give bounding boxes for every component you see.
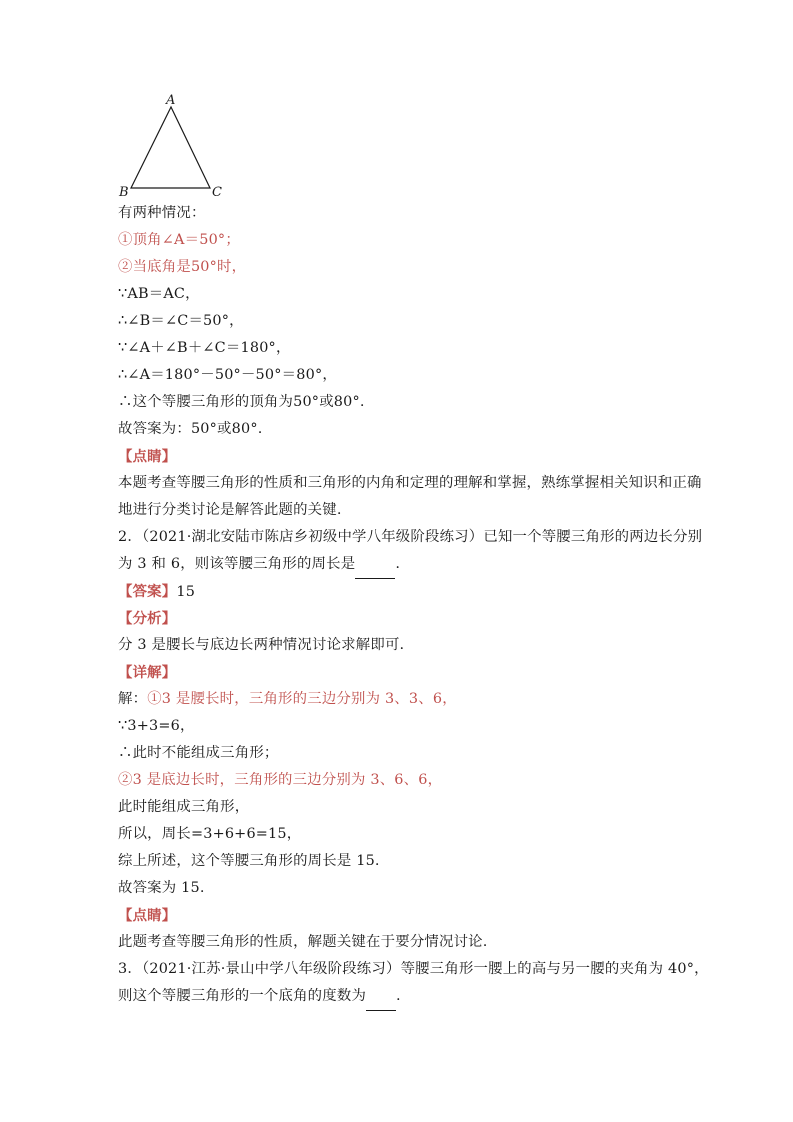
q2-answer — [118, 578, 688, 605]
q2-analysis-text: 分 3 是腰长与底边长两种情况讨论求解即可. — [118, 637, 405, 653]
q1-therefore-a: ∴∠A＝180°－50°－50°＝80°， — [118, 367, 337, 383]
triangle-figure — [112, 92, 242, 202]
q2-step2: ∵3+3=6， — [118, 718, 195, 734]
q2-step3: ∴此时不能组成三角形； — [118, 745, 279, 761]
q2-step4: ②3 是底边长时，三角形的三边分别为 3、6、6， — [118, 772, 443, 788]
q3-stem-text: 则这个等腰三角形的一个底角的度数为 — [118, 988, 367, 1004]
q1-therefore-angles: ∴∠B＝∠C＝50°， — [118, 313, 244, 329]
q2-step6: 所以，周长=3+6+6=15， — [118, 826, 302, 842]
vertex-b-label: B — [119, 185, 129, 200]
q2-answer-value: 15 — [176, 584, 196, 600]
q2-answer-blank — [355, 551, 395, 579]
q1-since-equal: ∵AB＝AC， — [118, 286, 200, 302]
vertex-a-label: A — [166, 93, 176, 108]
q2-stem-line2 — [118, 551, 688, 578]
q2-stem-end: . — [395, 556, 401, 572]
q1-case2: ②当底角是50°时， — [118, 259, 247, 275]
q2-answer-tag: 【答案】 — [118, 583, 177, 600]
q3-stem-end: . — [396, 988, 401, 1004]
q1-comment-line1: 本题考查等腰三角形的性质和三角形的内角和定理的理解和掌握，熟练掌握相关知识和正确 — [118, 475, 702, 491]
q2-comment-text: 此题考查等腰三角形的性质，解题关键在于要分情况讨论. — [118, 934, 488, 950]
q1-comment-line2: 地进行分类讨论是解答此题的关键. — [118, 502, 342, 518]
q3-stem-line2 — [118, 983, 688, 1010]
q2-step7: 综上所述，这个等腰三角形的周长是 15. — [118, 853, 380, 869]
q1-conclusion: ∴这个等腰三角形的顶角为50°或80°. — [118, 394, 365, 410]
q2-comment-tag: 【点睛】 — [118, 907, 177, 924]
q3-stem-line1: 3．（2021·江苏·景山中学八年级阶段练习）等腰三角形一腰上的高与另一腰的夹角为 40°， — [118, 961, 709, 977]
q2-step1-prefix: 解： — [118, 691, 148, 707]
document-body — [118, 200, 709, 1010]
q2-detail-tag: 【详解】 — [118, 664, 177, 681]
triangle-abc — [131, 107, 210, 188]
q1-intro: 有两种情况： — [118, 205, 206, 221]
q1-since-sum: ∵∠A＋∠B＋∠C＝180°， — [118, 340, 291, 356]
q1-comment-tag: 【点睛】 — [118, 448, 177, 465]
q1-answer-line: 故答案为：50°或80°. — [118, 421, 263, 437]
q2-stem-line1: 2．（2021·湖北安陆市陈店乡初级中学八年级阶段练习）已知一个等腰三角形的两边长分别 — [118, 529, 703, 545]
q2-stem-text: 为 3 和 6，则该等腰三角形的周长是 — [118, 556, 356, 572]
q2-analysis-tag: 【分析】 — [118, 610, 177, 627]
triangle-diagram — [112, 92, 242, 202]
q2-step5: 此时能组成三角形， — [118, 799, 250, 815]
q2-step1-case: ①3 是腰长时，三角形的三边分别为 3、3、6， — [147, 691, 457, 707]
q2-answer-line: 故答案为 15. — [118, 880, 205, 896]
vertex-c-label: C — [212, 185, 222, 200]
q2-step1 — [118, 686, 688, 713]
q3-answer-blank — [366, 983, 396, 1011]
q1-case1: ①顶角∠A＝50°； — [118, 232, 240, 248]
